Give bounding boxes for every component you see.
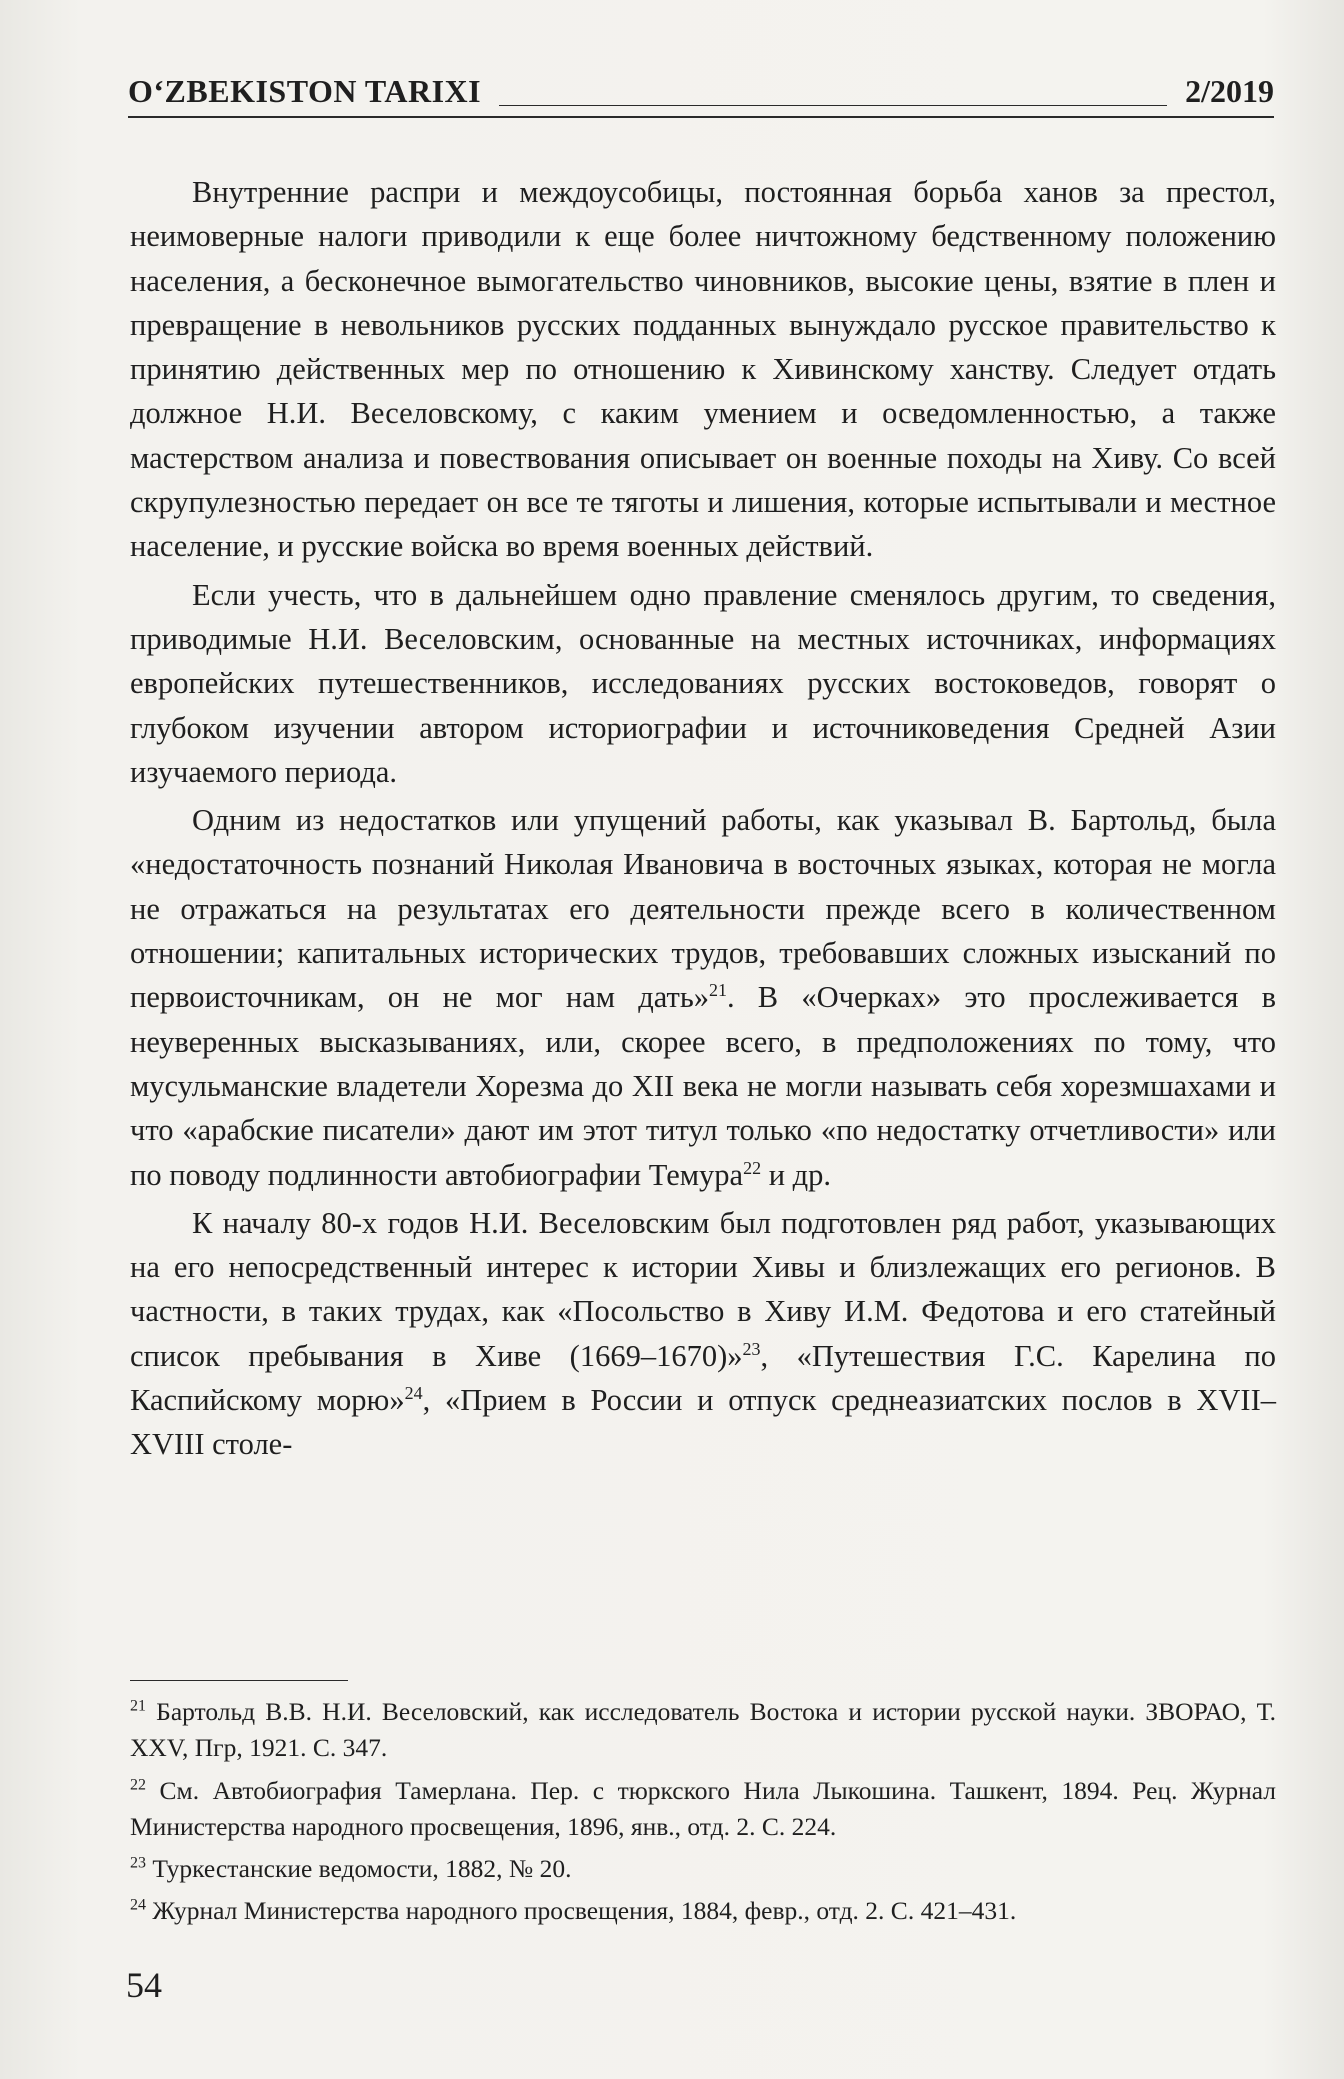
footnote-number: 21 [130,1697,146,1715]
footnote-reference[interactable]: 21 [708,980,727,1001]
paragraph-text: К началу 80-х годов Н.И. Веселовским был подготовлен ряд работ, указывающих на его непосредственный интерес к истории Хивы и близлежащих его регионов. В частности, в таких трудах, как «Посольство в Хиву И.М. Федотова и его статейный список пребывания в Хиве (1669–1670)» [130,1205,1276,1373]
paragraph-text: , «Прием в России и отпуск среднеазиатских послов в XVII–XVIII столе- [130,1383,1276,1462]
footnote-divider [130,1680,348,1681]
footnote-number: 24 [130,1896,146,1914]
paragraph-text: Внутренние распри и междоусобицы, постоянная борьба ханов за престол, неимоверные налоги приводили к еще более ничтожному бедственному положению населения, а бесконечное вымогательство чиновников, высокие цены, взятие в плен и превращение в невольников русских подданных вынуждало русское правительство к принятию действенных мер по отношению к Хивинскому ханству. Следует отдать должное Н.И. Веселовскому, с каким умением и осведомленностью, а также мастерством анализа и повествования описывает он военные походы на Хиву. Со всей скрупулезностью передает он все те тяготы и лишения, которые испытывали и местное население, и русские войска во время военных действий. [130,175,1276,564]
paragraph-text: . В «Очерках» это прослеживается в неуверенных высказываниях, или, скорее всего, в предположениях по тому, что мусульманские владетели Хорезма до XII века не могли называть себя хорезмшахами и что «арабские писатели» дают им этот титул только «по недостатку отчетливости» или по поводу подлинности автобиографии Темура [130,980,1276,1192]
journal-title: O‘ZBEKISTON TARIXI [128,73,482,109]
issue-number: 2/2019 [1185,73,1274,109]
page-number: 54 [126,1965,162,2005]
footnote-reference[interactable]: 24 [404,1382,423,1403]
article-body [130,170,1276,1471]
running-header [128,66,1274,118]
paragraph [130,798,1276,1197]
footnotes [130,1694,1276,1936]
footnote-number: 23 [130,1854,146,1872]
paragraph [130,573,1276,794]
paragraph-text: , «Путешествия Г.С. Карелина по Каспийскому морю» [130,1338,1276,1418]
footnote-text: Журнал Министерства народного просвещения, 1884, февр., отд. 2. С. 421–431. [152,1896,1017,1926]
footnote-text: Бартольд В.В. Н.И. Веселовский, как исследователь Востока и истории русской науки. ЗВОРАО, Т. XXV, Пгр, 1921. С. 347. [130,1697,1277,1763]
paragraph-text: Одним из недостатков или упущений работы, как указывал В. Бартольд, была «недостаточность познаний Николая Ивановича в восточных языках, которая не могла не отражаться на результатах его деятельности прежде всего в количественном отношении; капитальных исторических трудов, требовавших сложных изысканий по первоисточникам, он не мог нам дать» [130,803,1276,1015]
footnote [130,1851,1276,1887]
footnote [130,1694,1276,1767]
footnote-reference[interactable]: 23 [742,1338,761,1359]
footnote-text: См. Автобиография Тамерлана. Пер. с тюркского Нила Лыкошина. Ташкент, 1894. Рец. Журнал Министерства народного просвещения, 1896, янв., отд. 2. С. 224. [130,1775,1277,1841]
header-rule [499,105,1167,106]
paragraph-text: Если учесть, что в дальнейшем одно правление сменялось другим, то сведения, приводимые Н.И. Веселовским, основанные на местных источниках, информациях европейских путешественников, исследованиях русских востоковедов, говорят о глубоком изучении автором историографии и источниковедения Средней Азии изучаемого периода. [130,577,1276,789]
footnote-number: 22 [130,1776,146,1794]
paragraph [130,170,1276,569]
footnote [130,1893,1276,1929]
paragraph [130,1201,1276,1467]
footnote [130,1773,1276,1846]
paragraph-text: и др. [761,1157,832,1192]
footnote-text: Туркестанские ведомости, 1882, № 20. [152,1854,572,1884]
footnote-reference[interactable]: 22 [743,1157,762,1178]
